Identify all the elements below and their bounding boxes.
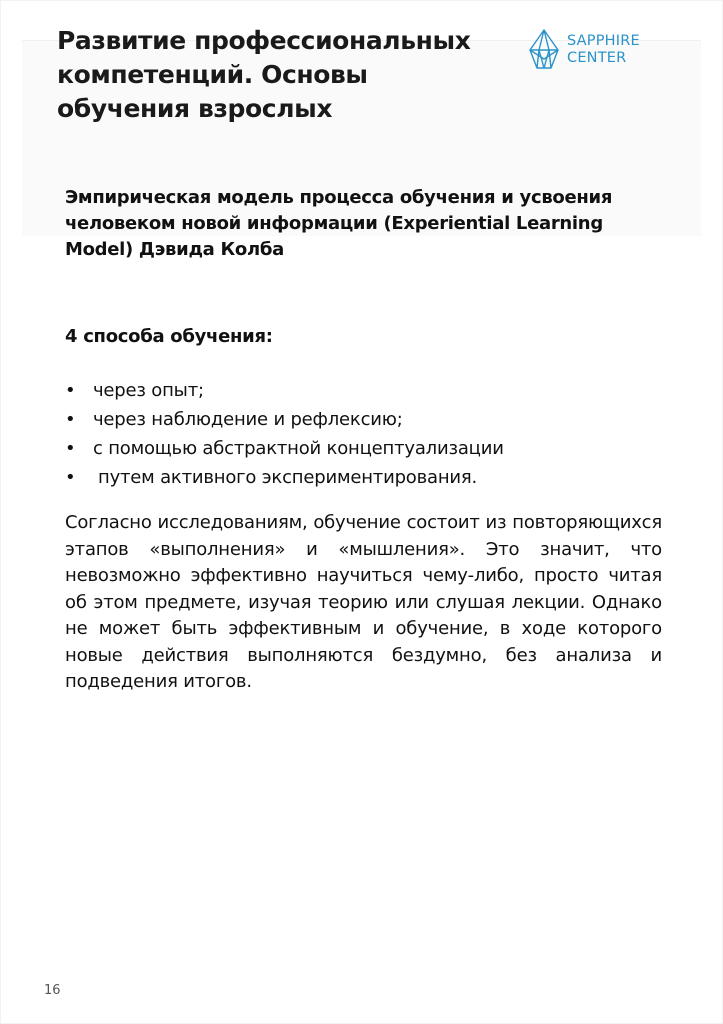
bullet-icon: • bbox=[65, 438, 76, 459]
logo-text bbox=[567, 33, 640, 67]
list-item bbox=[65, 463, 504, 492]
bullet-icon: • bbox=[65, 467, 76, 488]
sapphire-gem-icon bbox=[527, 28, 561, 72]
list-item-text: через опыт; bbox=[93, 380, 204, 401]
methods-list bbox=[65, 376, 504, 492]
list-item-text: через наблюдение и рефлексию; bbox=[93, 409, 403, 430]
logo-line-2: CENTER bbox=[567, 50, 627, 66]
bullet-icon: • bbox=[65, 409, 76, 430]
logo bbox=[527, 26, 667, 74]
list-item-text: с помощью абстрактной концептуализации bbox=[93, 438, 504, 459]
list-item bbox=[65, 405, 504, 434]
page-number: 16 bbox=[44, 983, 61, 998]
logo-line-1: SAPPHIRE bbox=[567, 33, 640, 49]
body-paragraph: Согласно исследованиям, обучение состоит из повторяющихся этапов «выполнения» и «мышления». Это значит, что невозможно эффективно научиться чему-либо, просто читая об этом предмете, изучая теорию или слушая лекции. Однако не может быть эффективным и обучение, в ходе которого новые действия выполняются бездумно, без анализа и подведения итогов. bbox=[65, 512, 662, 692]
list-item-text: путем активного экспериментирования. bbox=[98, 467, 478, 488]
bullet-icon: • bbox=[65, 380, 76, 401]
page-title: Развитие профессиональных компетенций. Основы обучения взрослых bbox=[57, 26, 471, 123]
section-subtitle: Эмпирическая модель процесса обучения и усвоения человеком новой информации (Experiential Learning Model) Дэвида Колба bbox=[65, 187, 613, 260]
list-item bbox=[65, 434, 504, 463]
list-item bbox=[65, 376, 504, 405]
methods-heading: 4 способа обучения: bbox=[65, 326, 273, 347]
